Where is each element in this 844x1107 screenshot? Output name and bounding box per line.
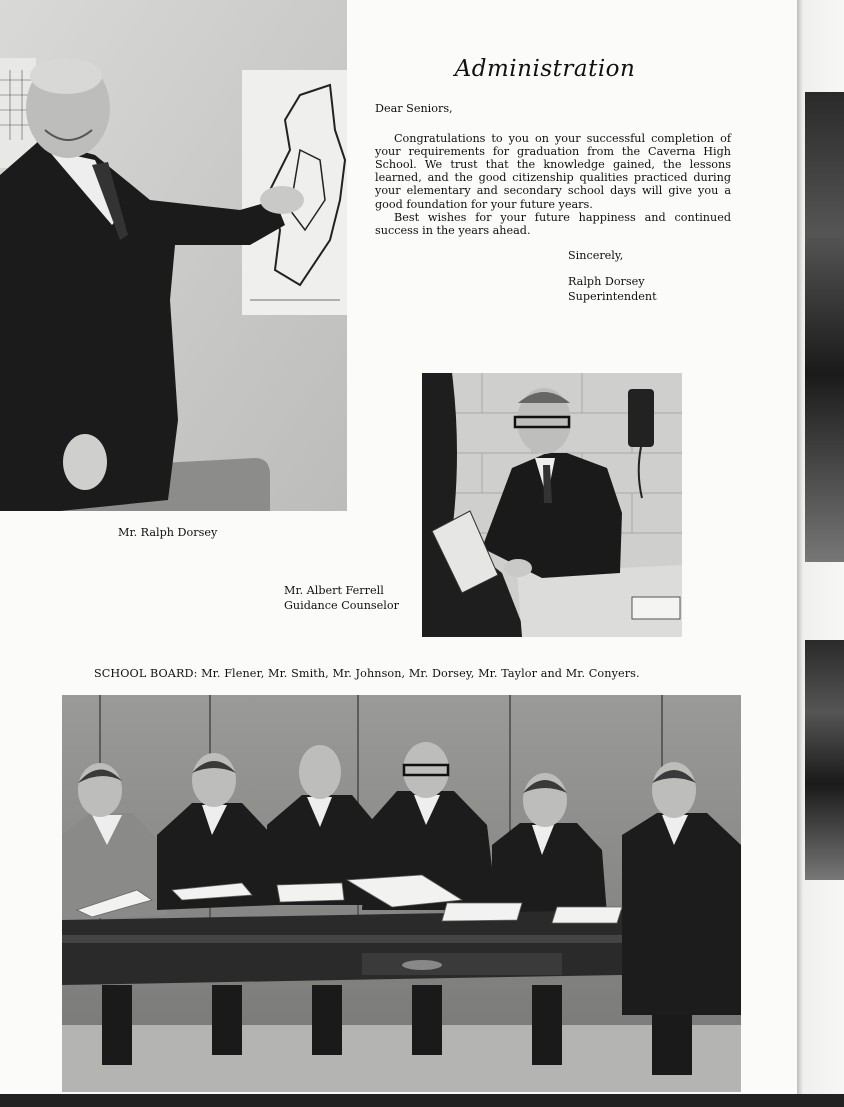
photo-ralph-dorsey xyxy=(0,0,347,511)
facing-page-photo-edge xyxy=(805,92,844,562)
signer-title: Superintendent xyxy=(568,290,657,303)
page-bottom-edge xyxy=(0,1094,844,1107)
letter-paragraph: Best wishes for your future happiness and continued success in the years ahead. xyxy=(375,210,731,237)
photo-albert-ferrell xyxy=(422,373,682,637)
letter-paragraph: Congratulations to you on your successful completion of your requirements for graduation from the Caverna High School. We trust that the knowledge gained, the lessons learned, and the good citizenship qualities practiced during your elementary and secondary school days will give you a good foundation for your future years. xyxy=(375,132,731,211)
photo-school-board xyxy=(62,695,741,1092)
letter-signature xyxy=(568,248,657,304)
page-title: Administration xyxy=(454,56,636,82)
letter-greeting: Dear Seniors, xyxy=(375,102,453,115)
caption-dorsey: Mr. Ralph Dorsey xyxy=(118,526,218,539)
caption-school-board: SCHOOL BOARD: Mr. Flener, Mr. Smith, Mr. Johnson, Mr. Dorsey, Mr. Taylor and Mr. Conyers. xyxy=(94,667,640,680)
superintendent-letter xyxy=(375,102,731,237)
caption-ferrell xyxy=(284,583,399,613)
signer-name: Ralph Dorsey xyxy=(568,275,645,288)
caption-ferrell-name: Mr. Albert Ferrell xyxy=(284,584,384,597)
facing-page-photo-edge xyxy=(805,640,844,880)
caption-ferrell-title: Guidance Counselor xyxy=(284,599,399,612)
letter-closing: Sincerely, xyxy=(568,249,624,262)
binding-gutter xyxy=(797,0,844,1107)
